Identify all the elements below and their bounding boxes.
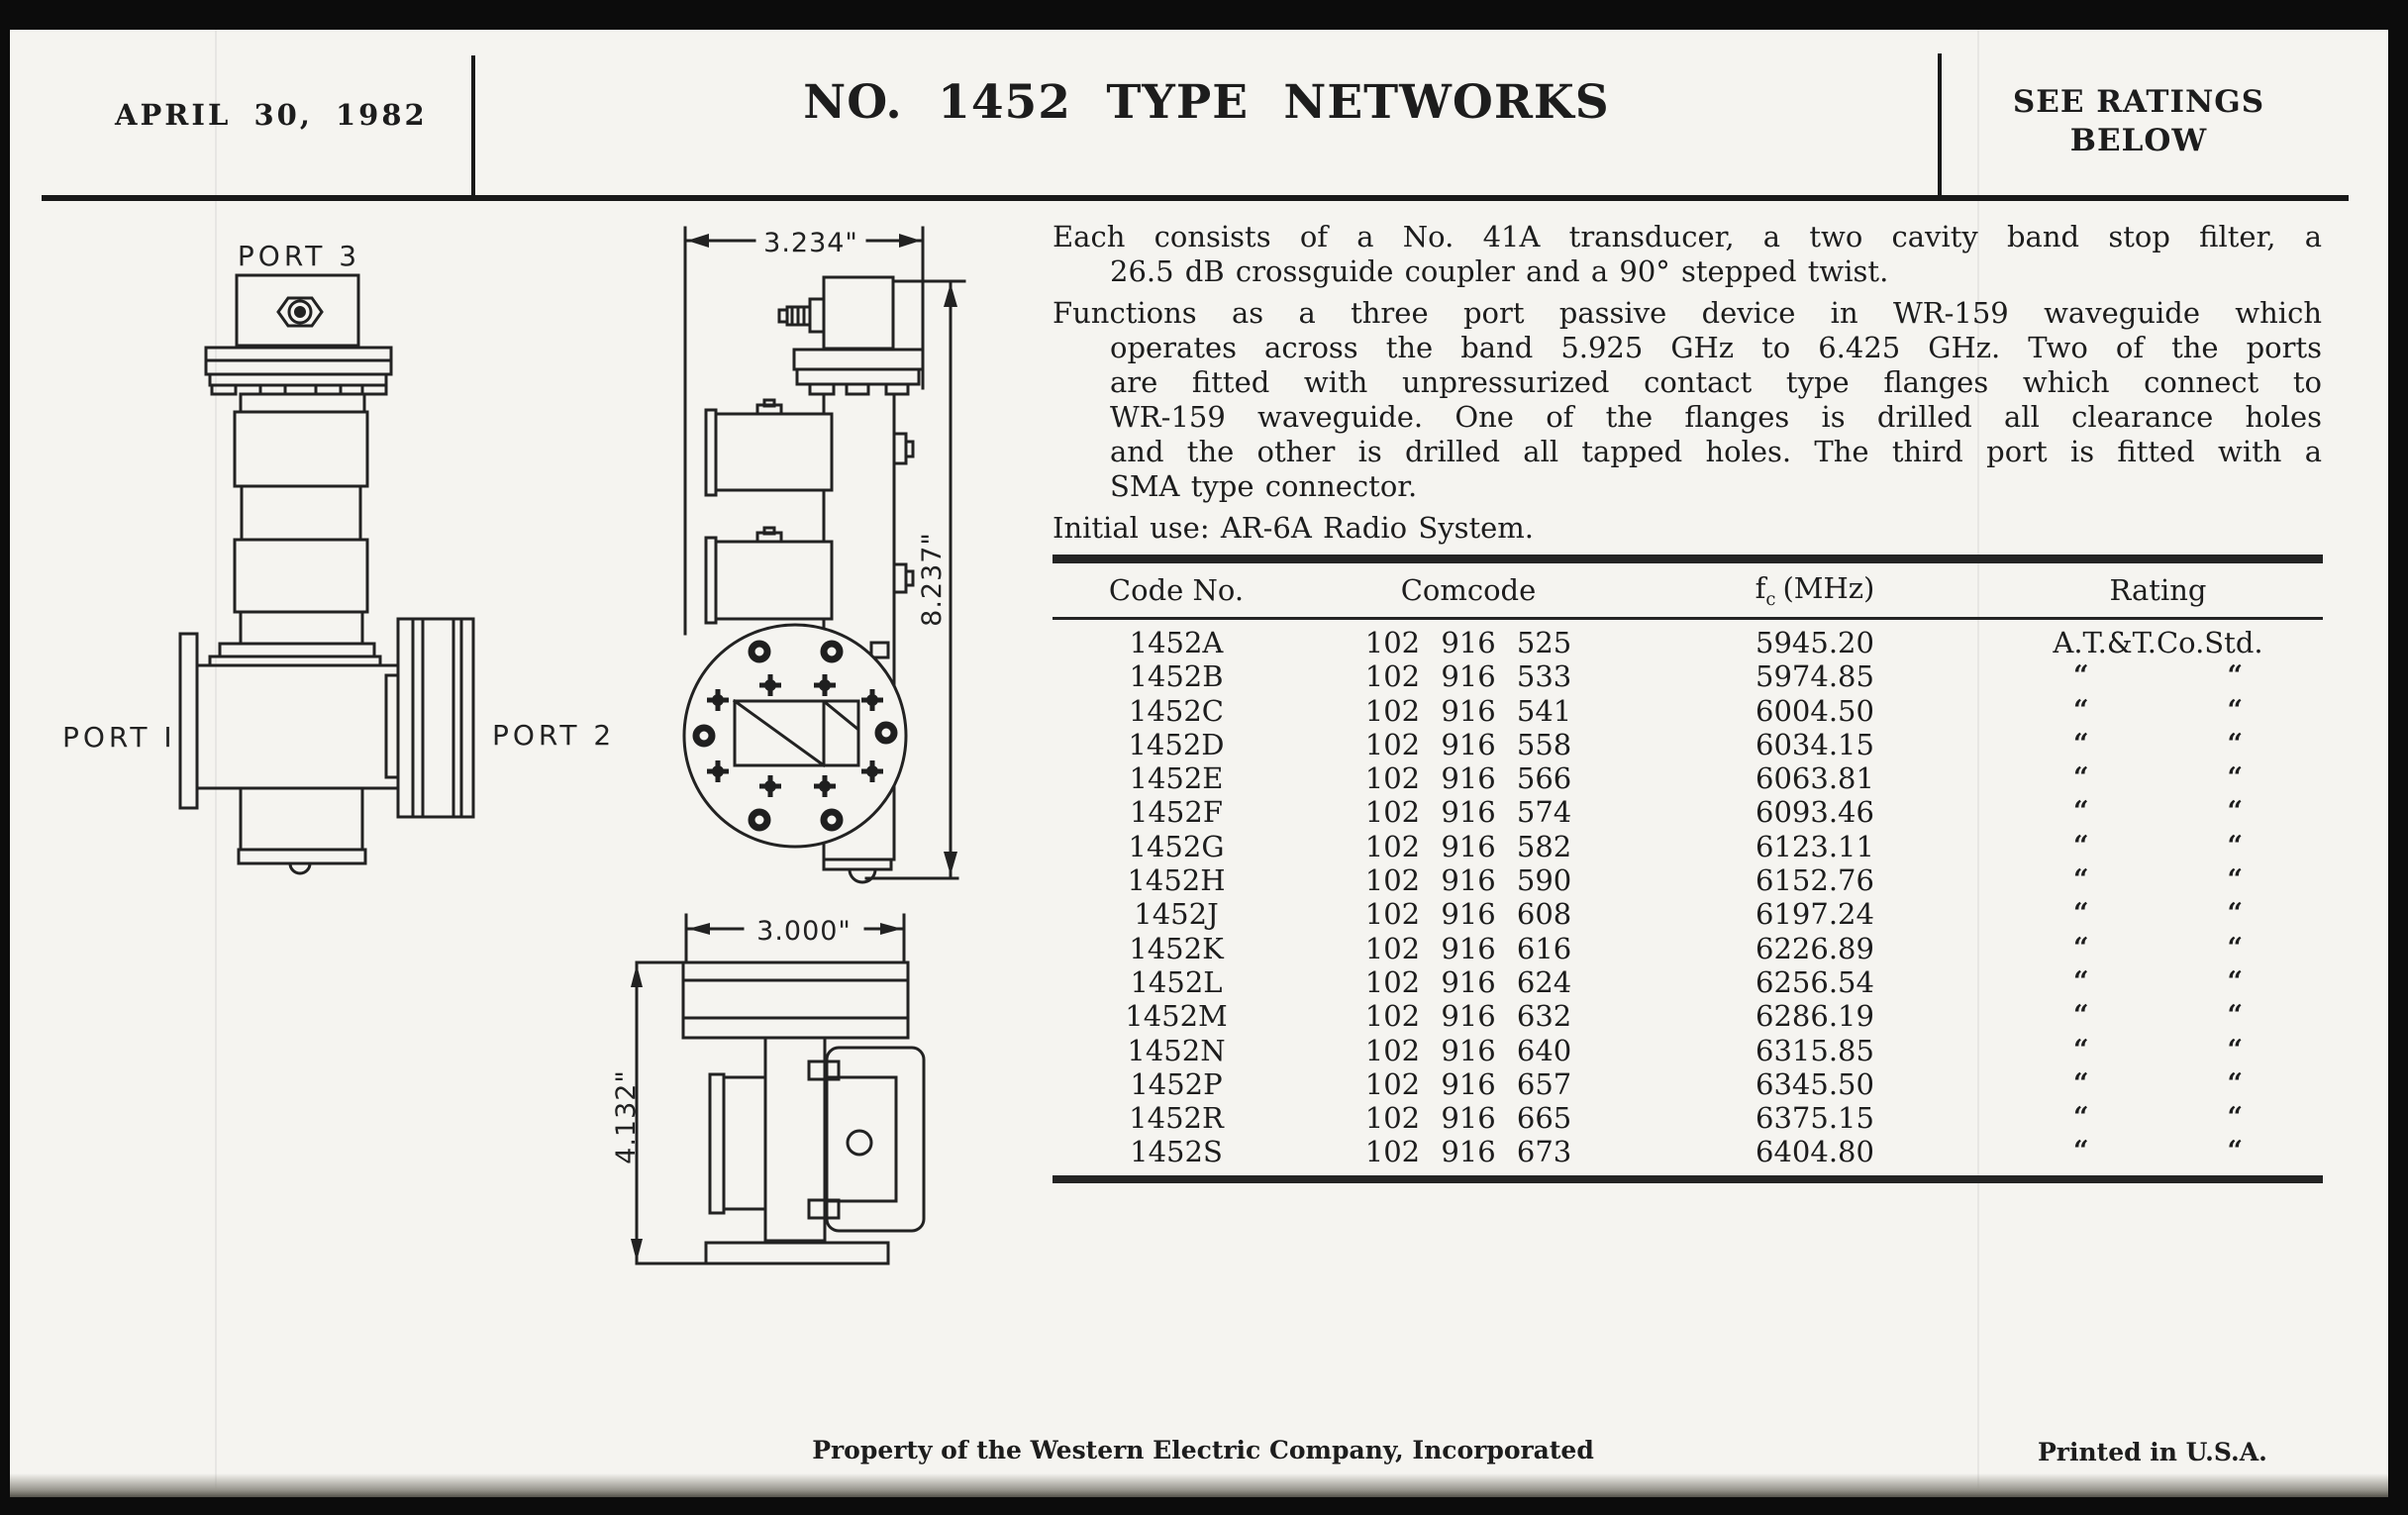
cell-fc: 6123.11 xyxy=(1756,829,1874,863)
cell-comcode: 102 916 616 xyxy=(1364,931,1572,965)
cell-fc: 6152.76 xyxy=(1756,863,1874,898)
paragraph-initial-use xyxy=(1053,511,2322,546)
cell-comcode: 102 916 624 xyxy=(1364,964,1572,999)
cell-comcode: 102 916 533 xyxy=(1364,659,1572,694)
col-header-code: Code No. xyxy=(1108,573,1245,607)
text-line: are fitted with unpressurized contact type flanges which connect to xyxy=(1110,365,2322,399)
table-row xyxy=(1053,863,2323,897)
sma-housing-side xyxy=(824,277,893,349)
table-top-rule xyxy=(1053,555,2323,563)
table-header-row xyxy=(1053,563,2323,617)
cell-comcode: 102 916 541 xyxy=(1364,693,1572,728)
col-header-rating: Rating xyxy=(2109,573,2207,607)
ratings-note-line1: SEE RATINGS xyxy=(2012,84,2265,120)
header-divider-left xyxy=(471,55,475,196)
cell-code: 1452S xyxy=(1130,1135,1223,1169)
table-row xyxy=(1053,761,2323,795)
cell-fc: 6197.24 xyxy=(1756,897,1874,932)
cell-fc: 5945.20 xyxy=(1756,626,1874,659)
text-line: operates across the band 5.925 GHz to 6.425 GHz. Two of the ports xyxy=(1110,331,2322,364)
cell-comcode: 102 916 590 xyxy=(1364,863,1572,898)
cell-rating: “ “ xyxy=(2072,728,2244,759)
cell-fc: 6315.85 xyxy=(1756,1033,1874,1067)
table-row xyxy=(1053,1135,2323,1168)
cell-rating: “ “ xyxy=(2072,694,2244,726)
printed-note: Printed in U.S.A. xyxy=(2038,1438,2267,1466)
text-line: Each consists of a No. 41A transducer, a two cavity band stop filter, a xyxy=(1053,220,2322,253)
cell-code: 1452P xyxy=(1130,1066,1223,1101)
table-row xyxy=(1053,659,2323,693)
cell-comcode: 102 916 673 xyxy=(1364,1135,1572,1169)
cell-comcode: 102 916 582 xyxy=(1364,829,1572,863)
col-header-comcode: Comcode xyxy=(1400,573,1537,607)
flange-face-circle xyxy=(684,625,906,847)
table-row xyxy=(1053,965,2323,999)
cell-fc: 6093.46 xyxy=(1756,795,1874,830)
text-line: and the other is drilled all tapped holes. The third port is fitted with a xyxy=(1110,435,2322,468)
ratings-table-body xyxy=(1053,620,2323,1169)
col-header-fc: $f_c$ (MHz) xyxy=(1755,570,1875,610)
cell-fc: 6286.19 xyxy=(1756,999,1874,1034)
front-view-diagram xyxy=(50,230,634,883)
table-row xyxy=(1053,999,2323,1033)
paragraph-2 xyxy=(1053,296,2322,504)
table-row xyxy=(1053,1101,2323,1135)
cell-fc: 5974.85 xyxy=(1756,659,1874,694)
cell-rating: “ “ xyxy=(2072,898,2244,930)
table-row xyxy=(1053,728,2323,761)
cell-comcode: 102 916 574 xyxy=(1364,795,1572,830)
cell-code: 1452K xyxy=(1129,931,1224,965)
cell-comcode: 102 916 640 xyxy=(1364,1033,1572,1067)
text-line: 26.5 dB crossguide coupler and a 90° stepped twist. xyxy=(1110,254,1889,288)
table-row xyxy=(1053,1067,2323,1101)
table-row xyxy=(1053,897,2323,931)
scan-bottom-smear xyxy=(10,1473,2388,1497)
cell-rating: “ “ xyxy=(2072,1067,2244,1099)
cell-rating: “ “ xyxy=(2072,1102,2244,1134)
mounting-hole xyxy=(848,1131,871,1155)
side-cylinder xyxy=(724,1077,765,1209)
cell-code: 1452C xyxy=(1129,693,1224,728)
port-1-label: PORT I xyxy=(62,721,176,754)
cell-rating: “ “ xyxy=(2072,1136,2244,1167)
side-view-diagram xyxy=(609,214,985,897)
cell-rating: “ “ xyxy=(2072,796,2244,828)
cell-comcode: 102 916 632 xyxy=(1364,999,1572,1034)
cell-code: 1452M xyxy=(1125,999,1228,1034)
text-line: Functions as a three port passive device in WR-159 waveguide which xyxy=(1053,296,2322,330)
cell-fc: 6034.15 xyxy=(1756,727,1874,761)
cell-code: 1452A xyxy=(1129,626,1224,659)
cell-fc: 6004.50 xyxy=(1756,693,1874,728)
ratings-table xyxy=(1053,555,2323,1183)
cell-rating: “ “ xyxy=(2072,762,2244,794)
cell-code: 1452J xyxy=(1134,897,1219,932)
property-note: Property of the Western Electric Company, Incorporated xyxy=(812,1436,1594,1464)
port-2-label: PORT 2 xyxy=(492,719,616,752)
ratings-note-line2: BELOW xyxy=(2069,123,2208,158)
text-line: SMA type connector. xyxy=(1110,469,1418,503)
dim-top-width-label: 3.000" xyxy=(756,916,852,947)
table-row xyxy=(1053,932,2323,965)
sma-connector xyxy=(810,299,824,332)
cell-rating: “ “ xyxy=(2072,830,2244,861)
cell-rating: “ “ xyxy=(2072,965,2244,997)
table-row xyxy=(1053,694,2323,728)
cell-code: 1452H xyxy=(1127,863,1226,898)
cell-comcode: 102 916 665 xyxy=(1364,1101,1572,1136)
top-flange xyxy=(683,962,908,1038)
table-row xyxy=(1053,1034,2323,1067)
cell-code: 1452E xyxy=(1129,761,1224,796)
cell-comcode: 102 916 558 xyxy=(1364,727,1572,761)
header-rule xyxy=(42,195,2349,201)
cell-fc: 6256.54 xyxy=(1756,964,1874,999)
cell-code: 1452F xyxy=(1130,795,1223,830)
table-bottom-rule xyxy=(1053,1175,2323,1183)
initial-use-line: Initial use: AR-6A Radio System. xyxy=(1053,511,1534,545)
cell-fc: 6226.89 xyxy=(1756,931,1874,965)
cell-code: 1452D xyxy=(1128,727,1225,761)
cell-code: 1452N xyxy=(1127,1033,1226,1067)
cell-rating: “ “ xyxy=(2072,1034,2244,1065)
cell-code: 1452G xyxy=(1128,829,1225,863)
coupler-block xyxy=(827,1048,924,1231)
cell-code: 1452L xyxy=(1130,964,1223,999)
cell-fc: 6404.80 xyxy=(1756,1135,1874,1169)
text-line: WR-159 waveguide. One of the flanges is drilled all clearance holes xyxy=(1110,400,2322,434)
paragraph-1 xyxy=(1053,220,2322,289)
dim-side-height-label: 8.237" xyxy=(917,532,948,627)
page-title: NO. 1452 TYPE NETWORKS xyxy=(803,75,1610,130)
cell-rating: “ “ xyxy=(2072,932,2244,963)
cell-fc: 6375.15 xyxy=(1756,1101,1874,1136)
port-3-label: PORT 3 xyxy=(237,240,361,272)
waveguide-body xyxy=(197,665,398,788)
cell-fc: 6345.50 xyxy=(1756,1066,1874,1101)
cell-comcode: 102 916 566 xyxy=(1364,761,1572,796)
cell-rating: “ “ xyxy=(2072,660,2244,692)
cell-rating: “ “ xyxy=(2072,864,2244,896)
stepped-twist-section xyxy=(241,394,364,412)
dim-side-width-label: 3.234" xyxy=(763,228,858,258)
table-row xyxy=(1053,795,2323,829)
center-column xyxy=(765,1038,825,1241)
cell-code: 1452B xyxy=(1129,659,1224,694)
ratings-note xyxy=(1949,83,2329,160)
description-block xyxy=(1053,220,2322,553)
table-row xyxy=(1053,626,2323,659)
cell-comcode: 102 916 525 xyxy=(1364,626,1572,659)
dim-top-height-label: 4.132" xyxy=(611,1069,642,1164)
top-view-diagram xyxy=(604,894,931,1280)
table-row xyxy=(1053,830,2323,863)
cell-comcode: 102 916 608 xyxy=(1364,897,1572,932)
header-divider-right xyxy=(1938,53,1942,196)
port1-flange xyxy=(180,634,197,808)
cell-fc: 6063.81 xyxy=(1756,761,1874,796)
cell-code: 1452R xyxy=(1129,1101,1224,1136)
cell-rating: “ “ xyxy=(2072,1000,2244,1032)
document-date: APRIL 30, 1982 xyxy=(115,98,428,132)
cell-comcode: 102 916 657 xyxy=(1364,1066,1572,1101)
cell-rating: A.T.&T.Co.Std. xyxy=(2053,626,2263,659)
